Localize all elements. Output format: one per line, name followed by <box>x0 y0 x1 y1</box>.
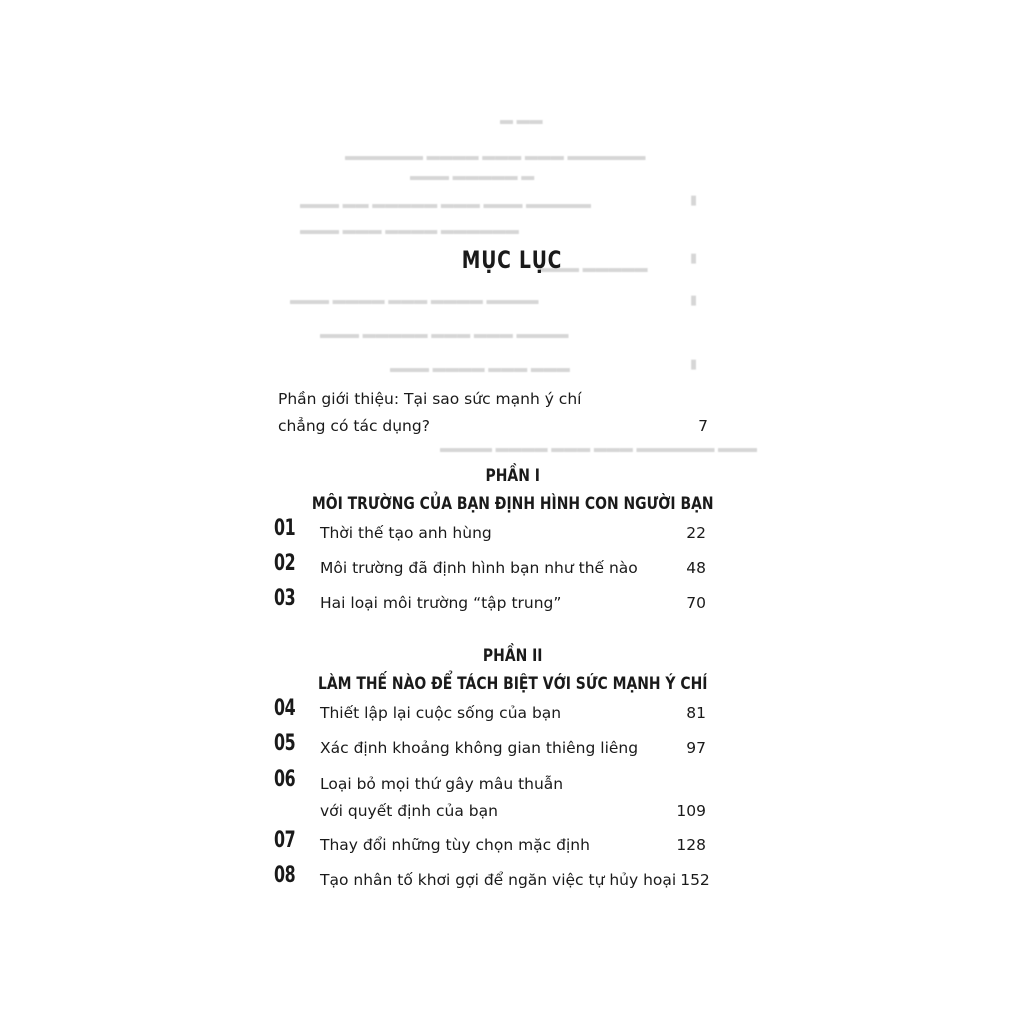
intro-entry <box>278 386 708 440</box>
chapter-title: Thay đổi những tùy chọn mặc định <box>320 836 590 854</box>
chapter-page-number: 48 <box>686 559 706 577</box>
part-2-heading <box>93 642 933 698</box>
dot-leader <box>500 800 674 816</box>
dot-leader <box>494 522 685 538</box>
chapter-title: Thời thế tạo anh hùng <box>320 524 492 542</box>
dot-leader <box>563 702 684 718</box>
chapter-page-number: 70 <box>686 594 706 612</box>
chapter-title: Xác định khoảng không gian thiêng liêng <box>320 739 639 757</box>
page-title: MỤC LỤC <box>461 246 563 274</box>
dot-leader <box>563 592 684 608</box>
chapter-number: 01 <box>274 516 296 541</box>
dot-leader <box>592 834 674 850</box>
part-2-label: PHẦN II <box>482 646 543 666</box>
chapter-number: 05 <box>274 731 296 756</box>
chapter-page-number: 81 <box>686 704 706 722</box>
chapter-number: 04 <box>274 696 296 721</box>
intro-page-number: 7 <box>698 417 708 435</box>
chapter-page-number: 109 <box>676 802 706 820</box>
toc-page: ▬ ▬▬ ▬▬▬▬▬▬ ▬▬▬▬ ▬▬▬ ▬▬▬ ▬▬▬▬▬▬ ▬▬▬ ▬▬▬▬▬ ▬ ▮ ▬▬▬ ▬▬ ▬▬▬▬▬ ▬▬▬ ▬▬▬ ▬▬▬▬▬ ▬▬▬ ▬▬▬ ▬▬▬▬ ▬▬▬▬▬▬ ▮ ▬▬▬ ▬▬▬▬▬ ▬▬▬ ▬▬▬▬ ▬▬▬ ▬▬▬▬ ▬▬▬▬ ▮ ▬▬▬ ▬▬▬▬▬ ▬▬▬ ▬▬▬ ▬▬▬▬ ▮ ▬▬▬ ▬▬▬▬ ▬▬▬ ▬▬▬ ▬▬▬▬ ▬▬▬▬ ▬▬▬ ▬▬▬ ▬▬▬▬▬▬ ▬▬▬ MỤC LỤC Phần giới thiệu: Tại sao sức mạnh ý chí chẳng có tác dụng? ..... 7 PHẦN I MÔI TRƯỜNG CỦA BẠN ĐỊNH HÌNH CON NGƯỜI BẠN 01 Thời thế tạo anh hùng ..... 22 02 Môi trường đã định hình bạn như thế nào ..... 48 03 Hai loại môi trường “tập trung” ..... 70 PHẦN II LÀM THẾ NÀO ĐỂ TÁCH BIỆT VỚI SỨC MẠNH Ý CHÍ 04 Thiết lập lại cuộc sống của bạn ..... 81 05 Xác định khoảng không gian thiêng liêng ..... 97 06 Loại bỏ mọi thứ gây mâu thuẫn với quyết định của bạn ..... 109 07 Thay đổi những tùy chọn mặc định ..... 128 08 Tạo nhân tố khơi gợi để ngăn việc tự hủy hoại 152 <box>0 0 1024 1024</box>
chapter-page-number: 22 <box>686 524 706 542</box>
part-2-title: LÀM THẾ NÀO ĐỂ TÁCH BIỆT VỚI SỨC MẠNH Ý CHÍ <box>317 674 708 694</box>
part-1-heading <box>93 462 933 518</box>
intro-title-line-1: Phần giới thiệu: Tại sao sức mạnh ý chí <box>278 390 582 408</box>
intro-title-text: chẳng có tác dụng? <box>278 417 430 435</box>
chapter-title: Thiết lập lại cuộc sống của bạn <box>320 704 562 722</box>
chapter-title-line-2: với quyết định của bạn <box>320 802 498 820</box>
chapter-number: 08 <box>274 863 296 888</box>
chapter-title: Tạo nhân tố khơi gợi để ngăn việc tự hủy hoại <box>320 871 677 889</box>
intro-title-line-2 <box>278 413 708 440</box>
part-1-label: PHẦN I <box>485 466 540 486</box>
chapter-number: 07 <box>274 828 296 853</box>
chapter-page-number: 97 <box>686 739 706 757</box>
dot-leader <box>640 737 684 753</box>
chapter-number: 06 <box>274 767 296 792</box>
chapter-number: 03 <box>274 586 296 611</box>
chapter-title: Môi trường đã định hình bạn như thế nào <box>320 559 638 577</box>
dot-leader <box>640 557 684 573</box>
chapter-title-line-1: Loại bỏ mọi thứ gây mâu thuẫn <box>320 775 564 793</box>
chapter-number: 02 <box>274 551 296 576</box>
chapter-title: Hai loại môi trường “tập trung” <box>320 594 562 612</box>
chapter-page-number: 128 <box>676 836 706 854</box>
chapter-page-number: 152 <box>680 871 710 889</box>
dot-leader <box>432 415 696 431</box>
part-1-title: MÔI TRƯỜNG CỦA BẠN ĐỊNH HÌNH CON NGƯỜI BẠN <box>311 494 714 514</box>
